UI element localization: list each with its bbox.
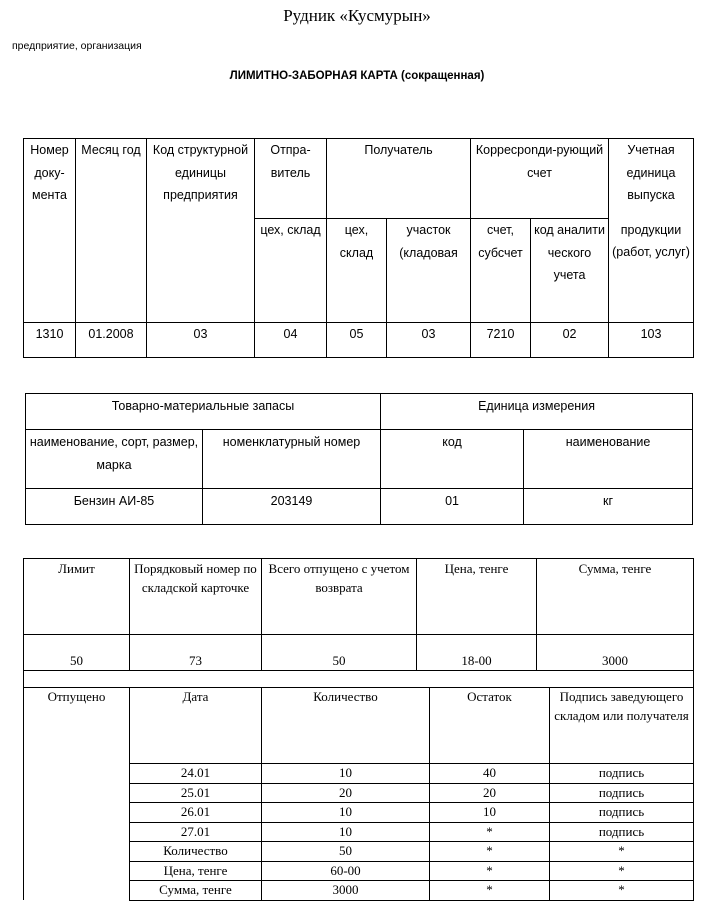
cell-month-year: 01.2008: [76, 323, 147, 358]
header-code: код: [381, 430, 524, 489]
row-balance: *: [430, 861, 550, 881]
release-rows-table: [23, 687, 694, 901]
header-released: Отпущено: [24, 688, 130, 901]
row-balance: *: [430, 881, 550, 901]
release-table: [23, 558, 694, 688]
row-balance: 40: [430, 764, 550, 784]
row-date: 27.01: [130, 822, 262, 842]
row-quantity: 60-00: [262, 861, 430, 881]
row-quantity: 50: [262, 842, 430, 862]
header-quantity: Количество: [262, 688, 430, 764]
header-doc-number: Номер доку-мента: [24, 139, 76, 323]
cell-receiver-shop: 05: [327, 323, 387, 358]
row-signature: подпись: [550, 822, 694, 842]
row-quantity: 10: [262, 822, 430, 842]
cell-sender-shop: 04: [255, 323, 327, 358]
row-quantity: 10: [262, 764, 430, 784]
header-balance: Остаток: [430, 688, 550, 764]
cell-price: 18-00: [417, 635, 537, 671]
organization-label: предприятие, организация: [12, 40, 142, 52]
header-nomenclature: номенклатурный номер: [203, 430, 381, 489]
row-balance: 10: [430, 803, 550, 823]
row-signature: подпись: [550, 783, 694, 803]
cell-receiver-section: 03: [387, 323, 471, 358]
row-balance: *: [430, 822, 550, 842]
header-receiver-shop: цех, склад: [327, 219, 387, 323]
row-date: Сумма, тенге: [130, 881, 262, 901]
header-unit-name: наименование: [524, 430, 693, 489]
header-price: Цена, тенге: [417, 559, 537, 635]
header-signature: Подпись заведующего складом или получателя: [550, 688, 694, 764]
header-receiver: Получатель: [327, 139, 471, 219]
document-info-table: [23, 138, 694, 358]
cell-sum: 3000: [537, 635, 694, 671]
header-sender-shop: цех, склад: [255, 219, 327, 323]
header-products: продукции (работ, услуг): [609, 219, 694, 323]
header-account: счет, субсчет: [471, 219, 531, 323]
row-quantity: 3000: [262, 881, 430, 901]
header-corr-account: Корресponди-рующий счет: [471, 139, 609, 219]
row-date: 26.01: [130, 803, 262, 823]
cell-analytic-code: 02: [531, 323, 609, 358]
cell-nomenclature: 203149: [203, 489, 381, 525]
row-date: Цена, тенге: [130, 861, 262, 881]
header-month-year: Месяц год: [76, 139, 147, 323]
header-receiver-section: участок (кладовая: [387, 219, 471, 323]
header-total-released: Всего отпущено с учетом возврата: [262, 559, 417, 635]
row-quantity: 20: [262, 783, 430, 803]
row-date: 25.01: [130, 783, 262, 803]
header-limit: Лимит: [24, 559, 130, 635]
document-title: ЛИМИТНО-ЗАБОРНАЯ КАРТА (сокращенная): [229, 70, 485, 82]
cell-total-released: 50: [262, 635, 417, 671]
row-date: Количество: [130, 842, 262, 862]
row-date: 24.01: [130, 764, 262, 784]
header-sender: Отпра-витель: [255, 139, 327, 219]
cell-unit-name: кг: [524, 489, 693, 525]
cell-limit: 50: [24, 635, 130, 671]
header-measure-unit: Единица измерения: [381, 394, 693, 430]
row-signature: *: [550, 842, 694, 862]
header-inventory: Товарно-материальные запасы: [26, 394, 381, 430]
page-title: Рудник «Кусмурын»: [283, 6, 431, 25]
header-struct-code: Код структурной единицы предприятия: [147, 139, 255, 323]
header-sum: Сумма, тенге: [537, 559, 694, 635]
header-card-number: Порядковый номер по складской карточке: [130, 559, 262, 635]
row-signature: *: [550, 861, 694, 881]
cell-struct-code: 03: [147, 323, 255, 358]
cell-code: 01: [381, 489, 524, 525]
inventory-table: [25, 393, 693, 525]
row-balance: 20: [430, 783, 550, 803]
cell-item-name: Бензин АИ-85: [26, 489, 203, 525]
cell-unit: 103: [609, 323, 694, 358]
header-unit: Учетная единица выпуска: [609, 139, 694, 219]
header-name-grade: наименование, сорт, размер, марка: [26, 430, 203, 489]
header-analytic-code: код аналити ческого учета: [531, 219, 609, 323]
row-quantity: 10: [262, 803, 430, 823]
spacer-row: [24, 671, 694, 688]
row-signature: подпись: [550, 764, 694, 784]
row-signature: подпись: [550, 803, 694, 823]
cell-account: 7210: [471, 323, 531, 358]
cell-doc-number: 1310: [24, 323, 76, 358]
cell-card-number: 73: [130, 635, 262, 671]
header-date: Дата: [130, 688, 262, 764]
row-balance: *: [430, 842, 550, 862]
row-signature: *: [550, 881, 694, 901]
